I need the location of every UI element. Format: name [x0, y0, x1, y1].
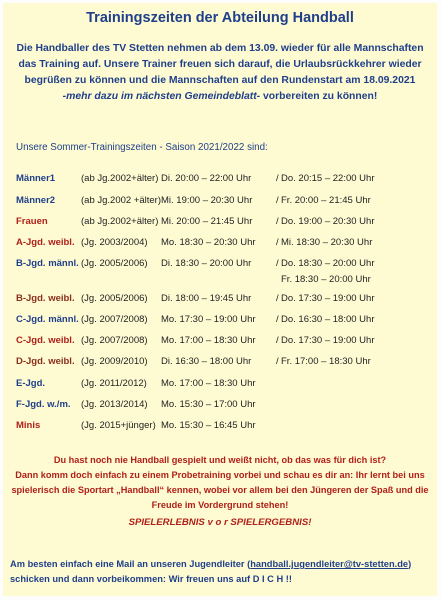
- team-name: Männer2: [16, 195, 56, 206]
- contact-text: [10, 557, 434, 587]
- training-time-2: Do. 17:30 – 19:00 Uhr: [281, 335, 375, 346]
- training-time-1: Mi. 19:00 – 20:30 Uhr: [161, 195, 253, 206]
- birth-years: (ab Jg.2002+älter): [81, 173, 159, 184]
- training-time-1: Mo. 17:30 – 19:00 Uhr: [161, 314, 256, 325]
- separator: /: [276, 356, 279, 367]
- birth-years: (Jg. 2005/2006): [81, 293, 148, 304]
- separator: /: [276, 237, 279, 248]
- birth-years: (Jg. 2005/2006): [81, 258, 148, 269]
- page-title: Trainingszeiten der Abteilung Handball: [86, 10, 354, 26]
- separator: /: [276, 335, 279, 346]
- training-time-2: Mi. 18:30 – 20:30 Uhr: [281, 237, 373, 248]
- team-name: F-Jgd. w./m.: [16, 399, 71, 410]
- birth-years: (Jg. 2015+jünger): [81, 420, 156, 431]
- team-name: Frauen: [16, 216, 48, 227]
- invitation-line: spielerisch die Sportart „Handball“ kennen, wobei vor allem bei den Jüngeren der Spaß und die: [11, 485, 429, 495]
- schedule-row: [3, 378, 437, 392]
- schedule-row: [3, 293, 437, 307]
- team-name: E-Jgd.: [16, 378, 46, 389]
- contact-end: ): [408, 559, 412, 569]
- schedule-row: [3, 314, 437, 328]
- separator: /: [276, 293, 279, 304]
- invitation-line: Freude im Vordergrund stehen!: [151, 500, 289, 510]
- team-name: B-Jgd. weibl.: [16, 293, 75, 304]
- schedule-row: [3, 399, 437, 413]
- schedule-subheading: Unsere Sommer-Trainingszeiten - Saison 2021/2022 sind:: [16, 142, 268, 153]
- birth-years: (Jg. 2013/2014): [81, 399, 148, 410]
- schedule-row: [3, 335, 437, 349]
- birth-years: (ab Jg.2002+älter): [81, 216, 159, 227]
- training-time-1: Mi. 20:00 – 21:45 Uhr: [161, 216, 253, 227]
- intro-rest: vorbereiten zu können!: [260, 91, 378, 102]
- training-time-1: Mo. 18:30 – 20:30 Uhr: [161, 237, 256, 248]
- team-name: A-Jgd. weibl.: [16, 237, 75, 248]
- separator: /: [276, 173, 279, 184]
- team-name: C-Jgd. männl.: [16, 314, 79, 325]
- birth-years: (Jg. 2011/2012): [81, 378, 147, 389]
- training-time-1: Di. 18:30 – 20:00 Uhr: [161, 258, 252, 269]
- training-time-2: Fr. 20:00 – 21:45 Uhr: [281, 195, 371, 206]
- birth-years: (Jg. 2003/2004): [81, 237, 148, 248]
- training-time-3: Fr. 18:30 – 20:00 Uhr: [281, 274, 371, 285]
- training-time-2: Fr. 17:00 – 18:30 Uhr: [281, 356, 371, 367]
- training-time-2: Do. 16:30 – 18:00 Uhr: [281, 314, 375, 325]
- separator: /: [276, 195, 279, 206]
- birth-years: (Jg. 2007/2008): [81, 314, 148, 325]
- schedule-row: [3, 216, 437, 230]
- separator: /: [276, 258, 279, 269]
- team-name: Minis: [16, 420, 41, 431]
- schedule-row: [3, 237, 437, 251]
- schedule-row: [3, 195, 437, 209]
- schedule-row: [3, 356, 437, 370]
- contact-start: Am besten einfach eine Mail an unseren Jugendleiter (: [10, 559, 251, 569]
- training-time-1: Mo. 15:30 – 16:45 Uhr: [161, 420, 256, 431]
- training-time-1: Di. 18:00 – 19:45 Uhr: [161, 293, 252, 304]
- training-time-1: Di. 20:00 – 22:00 Uhr: [161, 173, 252, 184]
- birth-years: (Jg. 2009/2010): [81, 356, 148, 367]
- team-name: C-Jgd. weibl.: [16, 335, 75, 346]
- invitation-line: Dann komm doch einfach zu einem Probetraining vorbei und schau es dir an: Ihr lernt bei uns: [15, 470, 425, 480]
- email-link[interactable]: handball.jugendleiter@tv-stetten.de: [250, 559, 409, 569]
- intro-line: begrüßen zu können und die Mannschaften auf den Rundenstart am 18.09.2021: [24, 75, 416, 86]
- training-time-2: Do. 17:30 – 19:00 Uhr: [281, 293, 375, 304]
- training-time-1: Mo. 17:00 – 18:30 Uhr: [161, 378, 256, 389]
- birth-years: (Jg. 2007/2008): [81, 335, 148, 346]
- team-name: Männer1: [16, 173, 56, 184]
- intro-line: Die Handballer des TV Stetten nehmen ab dem 13.09. wieder für alle Mannschaften: [16, 43, 424, 54]
- schedule-row: [3, 420, 437, 434]
- training-time-2: Do. 19:00 – 20:30 Uhr: [281, 216, 375, 227]
- separator: /: [276, 216, 279, 227]
- schedule-row: [3, 173, 437, 187]
- invitation-text: [7, 453, 433, 513]
- team-name: B-Jgd. männl.: [16, 258, 79, 269]
- training-time-1: Di. 16:30 – 18:00 Uhr: [161, 356, 252, 367]
- intro-text: [7, 41, 433, 105]
- intro-line: das Training auf. Unsere Trainer freuen sich darauf, die Urlaubsrückkehrer wieder: [18, 59, 422, 70]
- schedule-row: [3, 258, 437, 285]
- slogan: SPIELERLEBNIS v o r SPIELERGEBNIS!: [128, 517, 312, 528]
- invitation-line: Du hast noch nie Handball gespielt und weißt nicht, ob das was für dich ist?: [53, 455, 387, 465]
- training-time-2: Do. 20:15 – 22:00 Uhr: [281, 173, 375, 184]
- training-time-1: Mo. 15:30 – 17:00 Uhr: [161, 399, 256, 410]
- intro-italic: -mehr dazu im nächsten Gemeindeblatt-: [62, 91, 261, 102]
- contact-line: schicken und dann vorbeikommen: Wir freuen uns auf D I C H !!: [10, 574, 292, 584]
- flyer-page: [3, 3, 437, 596]
- training-time-2: Do. 18:30 – 20:00 Uhr: [281, 258, 375, 269]
- separator: /: [276, 314, 279, 325]
- contact-line: [10, 557, 434, 572]
- team-name: D-Jgd. weibl.: [16, 356, 75, 367]
- training-time-1: Mo. 17:00 – 18:30 Uhr: [161, 335, 256, 346]
- intro-line: [7, 89, 433, 105]
- birth-years: (ab Jg.2002 +älter): [81, 195, 162, 206]
